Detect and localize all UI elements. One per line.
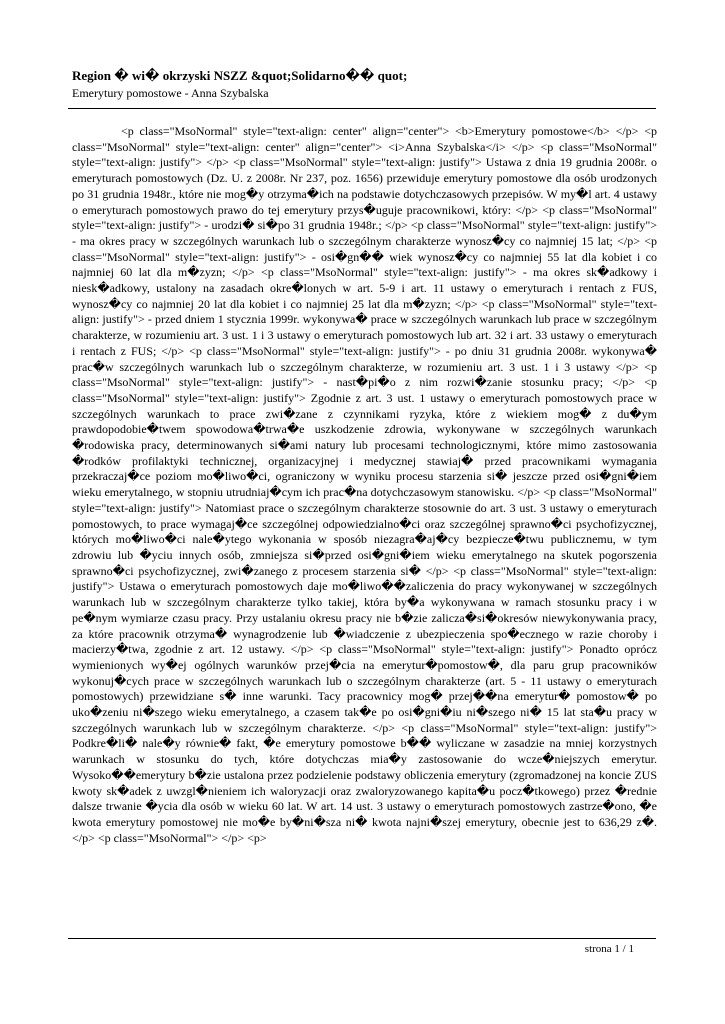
article-body: <p class="MsoNormal" style="text-align: center" align="center"> <b>Emerytury pomostowe</b> </p> <p class="MsoNormal" style="text-align: center" align="center"> <i>Anna Szybalska</i> </p> <p class="MsoNormal" style="text-align: justify"> </p> <p class="MsoNormal" style="text-align: justify"> Ustawa z dnia 19 grudnia 2008r. o emeryturach pomostowych (Dz. U. z 2008r. Nr 237, poz. 1656) przewiduje emerytury pomostowe dla osób urodzonych po 31 grudnia 1948r., które nie mog�y otrzyma�ich na podstawie dotychczasowych przepisów. W my�l art. 4 ustawy o emeryturach pomostowych prawo do tej emerytury przys�uguje pracownikowi, który: </p> <p class="MsoNormal" style="text-align: justify"> - urodzi� si�po 31 grudnia 1948r.; </p> <p class="MsoNormal" style="text-align: justify"> - ma okres pracy w szczególnych warunkach lub o szczególnym charakterze wynosz�cy co najmniej 15 lat; </p> <p class="MsoNormal" style="text-align: justify"> - osi�gn�� wiek wynosz�cy co najmniej 55 lat dla kobiet i co najmniej 60 lat dla m�zyzn; </p> <p class="MsoNormal" style="text-align: justify"> - ma okres sk�adkowy i niesk�adkowy, ustalony na zasadach okre�lonych w art. 5-9 i art. 11 ustawy o emeryturach i rentach z FUS, wynosz�cy co najmniej 20 lat dla kobiet i co najmniej 25 lat dla m�zyzn; </p> <p class="MsoNormal" style="text-align: justify"> - przed dniem 1 stycznia 1999r. wykonywa� prace w szczególnych warunkach lub prace w szczególnym charakterze, w rozumieniu art. 3 ust. 1 i 3 ustawy o emeryturach pomostowych lub art. 32 i art. 33 ustawy o emeryturach i rentach z FUS; </p> <p class="MsoNormal" style="text-align: justify"> - po dniu 31 grudnia 2008r. wykonywa� prac�w szczególnych warunkach lub o szczególnym charakterze, w rozumieniu art. 3 ust. 1 i 3 ustawy </p> <p class="MsoNormal" style="text-align: justify"> - nast�pi�o z nim rozwi�zanie stosunku pracy; </p> <p class="MsoNormal" style="text-align: justify"> Zgodnie z art. 3 ust. 1 ustawy o emeryturach pomostowych prace w szczególnych warunkach to prace zwi�zane z czynnikami ryzyka, które z wiekiem mog� z du�ym prawdopodobie�twem spowodowa�trwa�e uszkodzenie zdrowia, wykonywane w szczególnych warunkach �rodowiska pracy, determinowanych si�ami natury lub procesami technologicznymi, które mimo zastosowania �rodków profilaktyki technicznej, organizacyjnej i medycznej stawiaj� przed pracownikami wymagania przekraczaj�ce poziom mo�liwo�ci, ograniczony w wyniku procesu starzenia si� jeszcze przed osi�gni�iem wieku emerytalnego, w stopniu utrudniaj�cym ich prac�na dotychczasowym stanowisku. </p> <p class="MsoNormal" style="text-align: justify"> Natomiast prace o szczególnym charakterze stosownie do art. 3 ust. 3 ustawy o emeryturach pomostowych, to prace wymagaj�ce szczególnej odpowiedzialno�ci oraz szczególnej sprawno�ci psychofizycznej, których mo�liwo�ci nale�ytego wykonania w sposób niezagra�aj�cy bezpiecze�twu publicznemu, w tym zdrowiu lub �yciu innych osób, zmniejsza si�przed osi�gni�iem wieku emerytalnego na skutek pogorszenia sprawno�ci psychofizycznej, zwi�zanego z procesem starzenia si� </p> <p class="MsoNormal" style="text-align: justify"> Ustawa o emeryturach pomostowych daje mo�liwo��zaliczenia do pracy wykonywanej w szczególnych warunkach lub w szczególnym charakterze tylko takiej, która by�a wykonywana w ramach stosunku pracy i w pe�nym wymiarze czasu pracy. Przy ustalaniu okresu pracy nie b�zie zalicza�si�okresów niewykonywania pracy, za które pracownik otrzyma� wynagrodzenie lub �wiadczenie z ubezpieczenia spo�ecznego w razie choroby i macierzy�twa, zgodnie z art. 12 ustawy. </p> <p class="MsoNormal" style="text-align: justify"> Ponadto oprócz wymienionych wy�ej ogólnych warunków przej�cia na emerytur�pomostow�, dla paru grup pracowników wykonuj�cych prace w szczególnych warunkach lub o szczególnym charakterze (art. 5 - 11 ustawy o emeryturach pomostowych) przewidziane s� inne warunki. Tacy pracownicy mog� przej��na emerytur� pomostow� po uko�zeniu ni�szego wieku emerytalnego, a czasem tak�e po osi�gni�iu ni�szego ni� 15 lat sta�u pracy w szczególnych warunkach lub w szczególnym charakterze. </p> <p class="MsoNormal" style="text-align: justify"> Podkre�li� nale�y równie� fakt, �e emerytury pomostowe b�� wyliczane w zasadzie na mniej korzystnych warunkach w stosunku do tych, które dotychczas mia�y zastosowanie do wcze�niejszych emerytur. Wysoko��emerytury b�zie ustalona przez podzielenie podstawy obliczenia emerytury (zgromadzonej na koncie ZUS kwoty sk�adek z uwzgl�nieniem ich waloryzacji oraz zwaloryzowanego kapita�u pocz�tkowego) przez �rednie dalsze trwanie �ycia dla osób w wieku 60 lat. W art. 14 ust. 3 ustawy o emeryturach pomostowych zastrze�ono, �e kwota emerytury pomostowej nie mo�e by�ni�sza ni� kwota najni�szej emerytury, obecnie jest to 636,29 z�. </p> <p class="MsoNormal"> </p> <p> bbox=[72, 124, 657, 845]
article-subtitle: Emerytury pomostowe - Anna Szybalska bbox=[72, 86, 269, 100]
page-number: strona 1 / 1 bbox=[584, 943, 634, 955]
site-title: Region � wi� okrzyski NSZZ &quot;Solidarno�� quot; bbox=[72, 68, 408, 83]
document-header bbox=[72, 68, 662, 101]
header-divider bbox=[68, 108, 656, 109]
footer-divider bbox=[68, 938, 656, 939]
